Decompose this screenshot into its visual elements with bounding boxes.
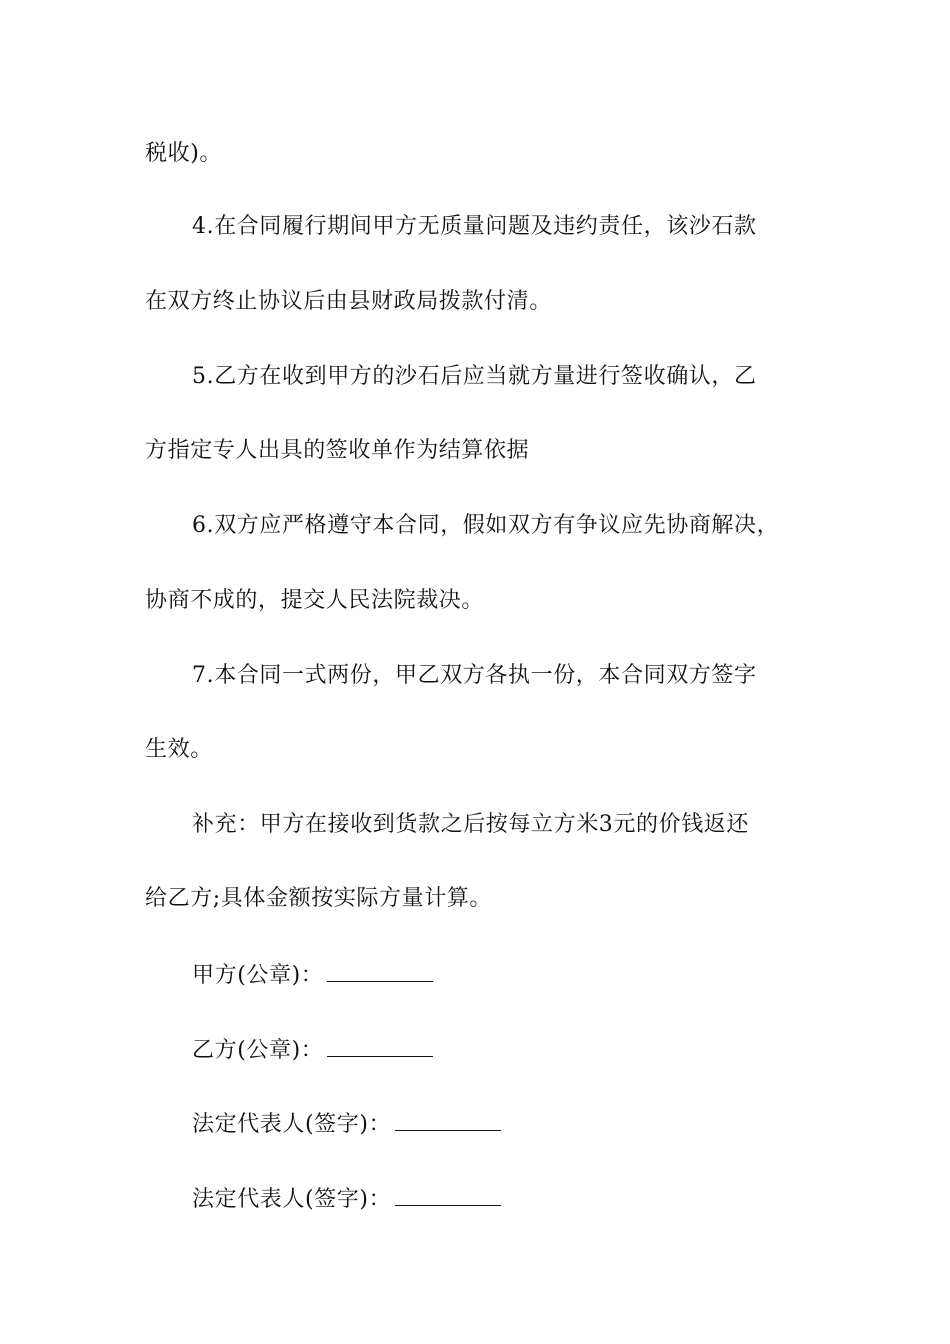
signature-blank-line — [327, 1034, 433, 1057]
signature-blank-line — [327, 959, 433, 982]
clause-4-line-1: 4.在合同履行期间甲方无质量问题及违约责任，该沙石款 — [192, 214, 757, 239]
supplement-line-1: 补充：甲方在接收到货款之后按每立方米3元的价钱返还 — [192, 812, 749, 837]
clause-7-line-1: 7.本合同一式两份，甲乙双方各执一份，本合同双方签字 — [192, 663, 757, 688]
clause-4-line-2: 在双方终止协议后由县财政局拨款付清。 — [145, 289, 552, 314]
signature-party-b — [192, 1034, 433, 1066]
clause-5-line-2: 方指定专人出具的签收单作为结算依据 — [145, 438, 530, 463]
paragraph-tax-tail: 税收)。 — [145, 141, 222, 166]
clause-6-line-1: 6.双方应严格遵守本合同，假如双方有争议应先协商解决， — [192, 513, 780, 538]
signature-label: 法定代表人(签字)： — [192, 1187, 392, 1212]
signature-blank-line — [395, 1108, 501, 1131]
clause-5-line-1: 5.乙方在收到甲方的沙石后应当就方量进行签收确认，乙 — [192, 364, 757, 389]
signature-label: 甲方(公章)： — [192, 963, 324, 988]
signature-legal-rep-2 — [192, 1183, 501, 1215]
signature-blank-line — [395, 1183, 501, 1206]
signature-label: 法定代表人(签字)： — [192, 1112, 392, 1137]
signature-legal-rep-1 — [192, 1108, 501, 1140]
clause-6-line-2: 协商不成的，提交人民法院裁决。 — [145, 588, 485, 613]
supplement-line-2: 给乙方;具体金额按实际方量计算。 — [145, 886, 493, 911]
signature-label: 乙方(公章)： — [192, 1038, 324, 1063]
signature-party-a — [192, 959, 433, 991]
clause-7-line-2: 生效。 — [145, 737, 213, 762]
